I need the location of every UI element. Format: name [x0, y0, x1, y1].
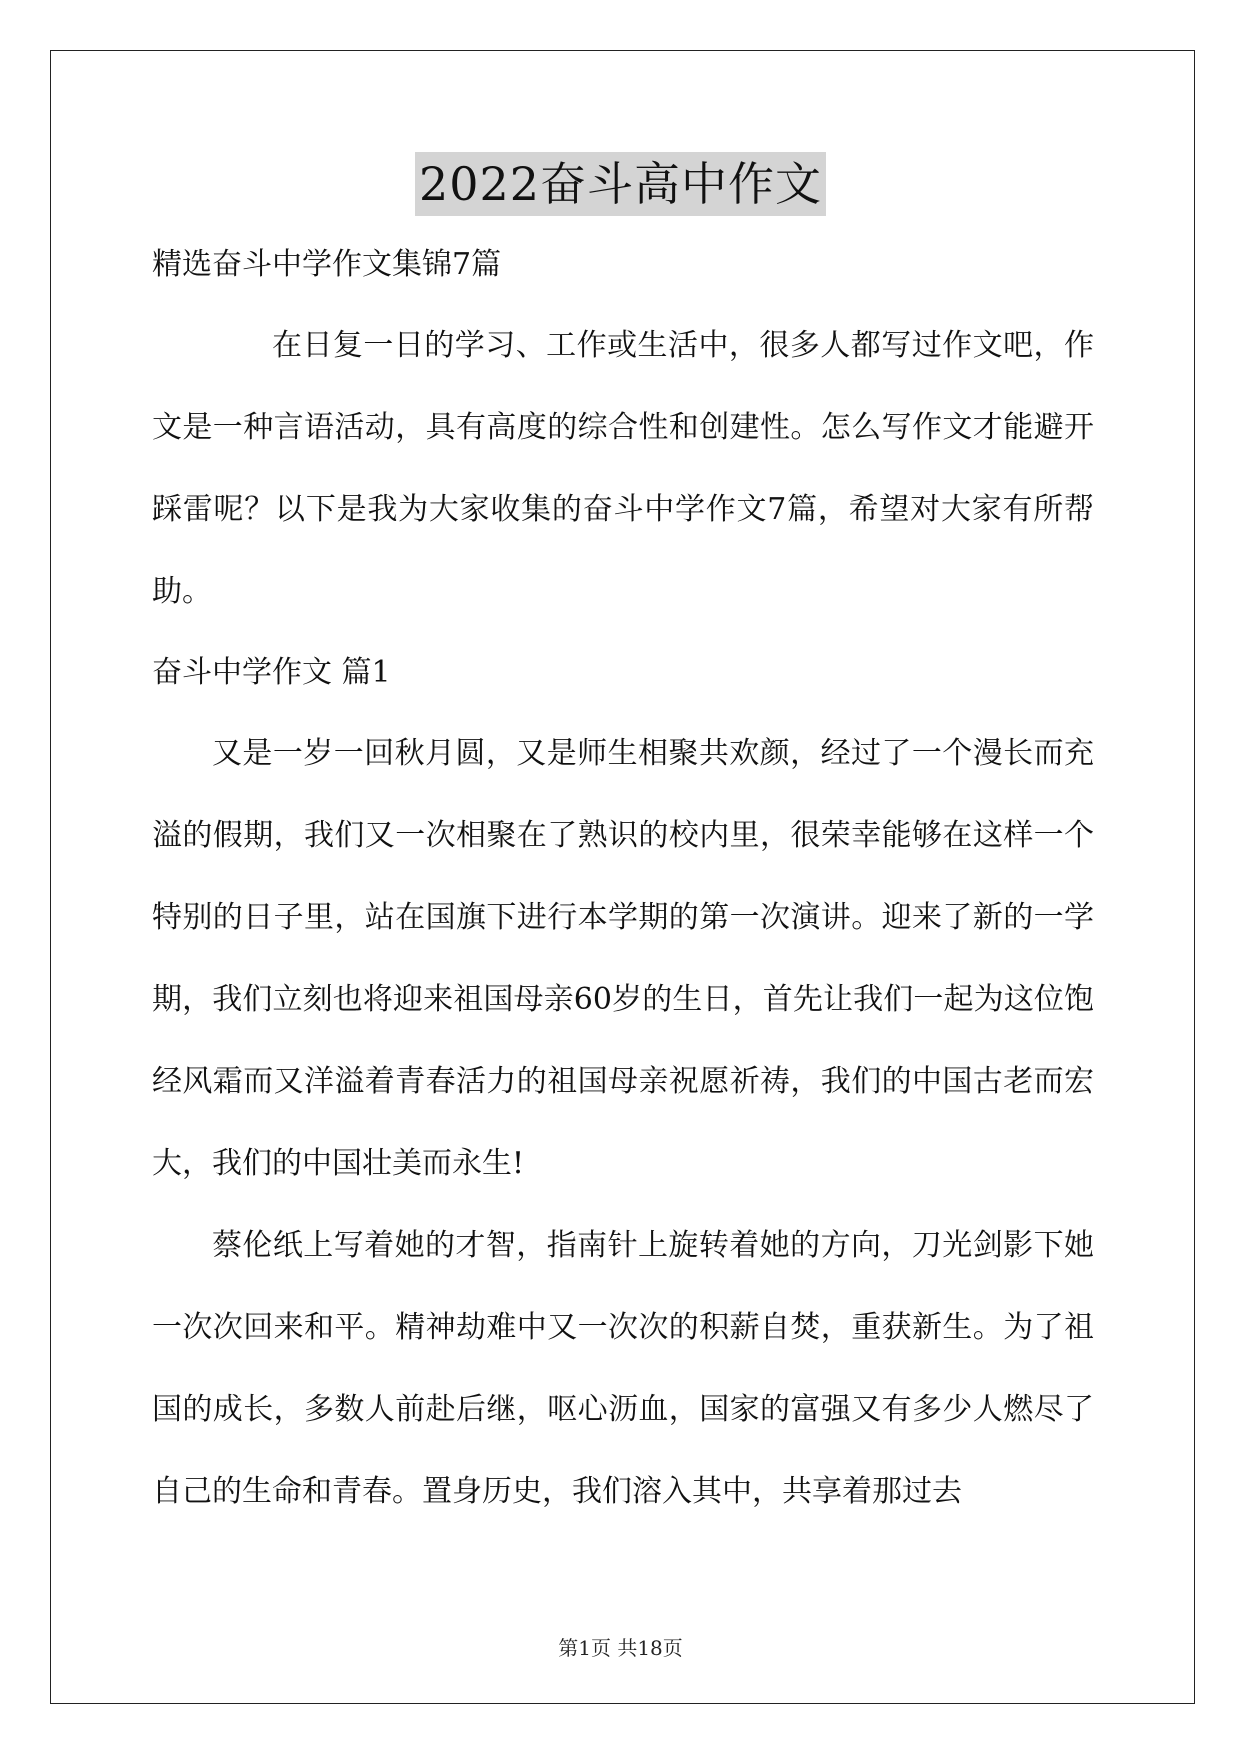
page-number-footer: 第1页 共18页 [558, 1636, 683, 1660]
section-heading: 奋斗中学作文 篇1 [152, 655, 391, 690]
document-title: 2022奋斗高中作文 [415, 152, 826, 216]
title-container [0, 152, 1241, 216]
document-body [152, 225, 1094, 1533]
document-subtitle: 精选奋斗中学作文集锦7篇 [152, 247, 502, 282]
body-paragraph-1: 又是一岁一回秋月圆，又是师生相聚共欢颜，经过了一个漫长而充溢的假期，我们又一次相聚在了熟识的校内里，很荣幸能够在这样一个特别的日子里，站在国旗下进行本学期的第一次演讲。迎来了新的一学期，我们立刻也将迎来祖国母亲60岁的生日，首先让我们一起为这位饱经风霜而又洋溢着青春活力的祖国母亲祝愿祈祷，我们的中国古老而宏大，我们的中国壮美而永生! [152, 736, 1094, 1181]
body-paragraph-2: 蔡伦纸上写着她的才智，指南针上旋转着她的方向，刀光剑影下她一次次回来和平。精神劫难中又一次次的积薪自焚，重获新生。为了祖国的成长，多数人前赴后继，呕心沥血，国家的富强又有多少人燃尽了自己的生命和青春。置身历史，我们溶入其中，共享着那过去 [152, 1228, 1094, 1509]
intro-paragraph: 在日复一日的学习、工作或生活中，很多人都写过作文吧，作文是一种言语活动，具有高度的综合性和创建性。怎么写作文才能避开踩雷呢？以下是我为大家收集的奋斗中学作文7篇，希望对大家有所帮助。 [152, 328, 1094, 609]
